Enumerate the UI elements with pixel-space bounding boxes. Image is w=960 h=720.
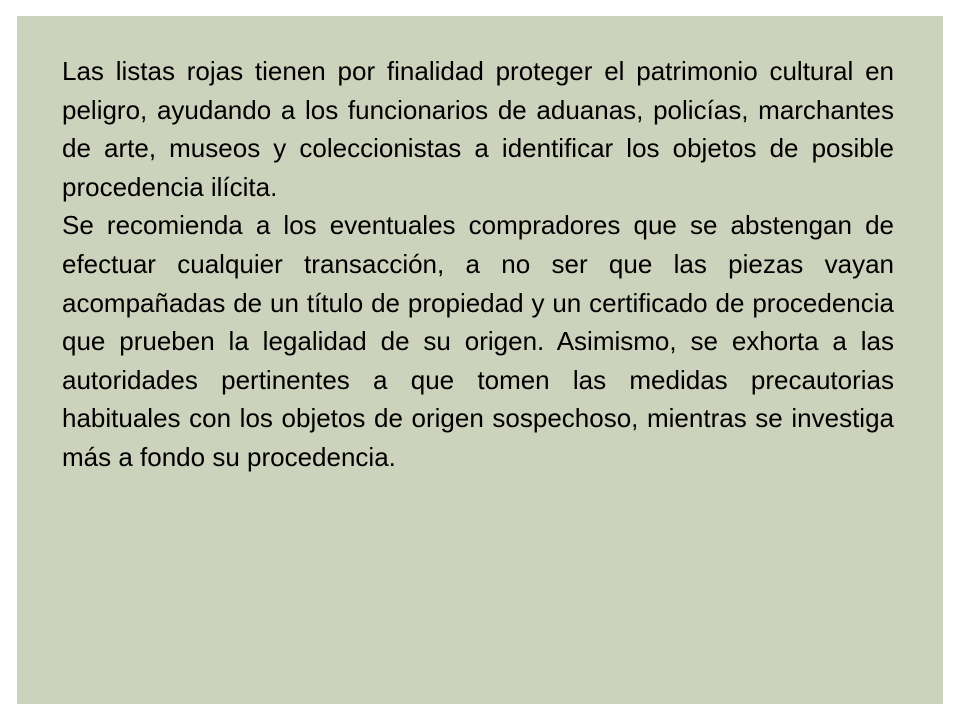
slide-panel	[17, 16, 943, 704]
body-text-box	[62, 52, 894, 477]
paragraph-red-lists-purpose: Las listas rojas tienen por finalidad proteger el patrimonio cultural en peligro, ayudando a los funcionarios de aduanas, policías, marchantes de arte, museos y coleccionistas a identificar los objetos de posible procedencia ilícita.	[62, 56, 894, 202]
paragraph-buyer-recommendation: Se recomienda a los eventuales compradores que se abstengan de efectuar cualquier transacción, a no ser que las piezas vayan acompañadas de un título de propiedad y un certificado de procedencia que prueben la legalidad de su origen. Asimismo, se exhorta a las autoridades pertinentes a que tomen las medidas precautorias habituales con los objetos de origen sospechoso, mientras se investiga más a fondo su procedencia.	[62, 210, 894, 472]
